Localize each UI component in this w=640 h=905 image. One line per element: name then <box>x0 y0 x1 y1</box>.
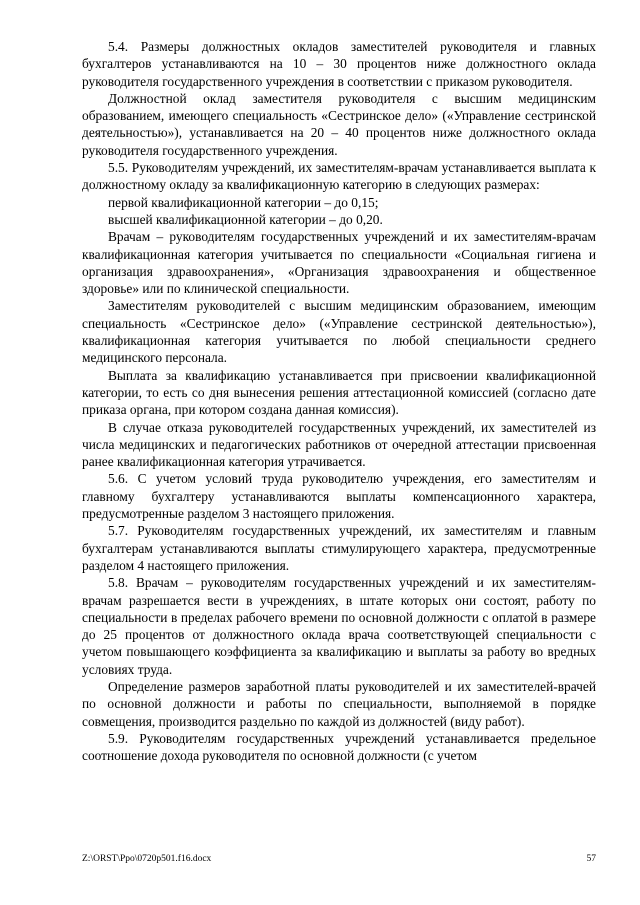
paragraph-first-category: первой квалификационной категории – до 0,15; <box>108 194 379 210</box>
paragraph-salary-determination: Определение размеров заработной платы руководителей и их заместителей-врачей по основной должности и работы по специальности, выполняемой в порядке совмещения, производится раздельно по каждой из должностей (виду работ). <box>82 678 596 729</box>
paragraph-5-6: 5.6. С учетом условий труда руководителю учреждения, его заместителям и главному бухгалтеру устанавливаются выплаты компенсационного характера, предусмотренные разделом 3 настоящего приложения. <box>82 471 596 522</box>
paragraph-attestation-refusal: В случае отказа руководителей государственных учреждений, их заместителей из числа медицинских и педагогических работников от очередной аттестации присвоенная ранее квалификационная категория утрачивается. <box>82 419 596 470</box>
paragraph-5-9: 5.9. Руководителям государственных учреждений устанавливается предельное соотношение дохода руководителя по основной должности (с учетом <box>82 730 596 764</box>
paragraph-deputy-nursing-category: Заместителям руководителей с высшим медицинским образованием, имеющим специальность «Сестринское дело» («Управление сестринской деятельностью»), квалификационная категория учитывается по любой специальности среднего медицинского персонала. <box>82 298 596 366</box>
paragraph-5-5: 5.5. Руководителям учреждений, их заместителям-врачам устанавливается выплата к должностному окладу за квалификационную категорию в следующих размерах: <box>82 160 596 193</box>
document-body <box>82 38 596 764</box>
footer-page-number: 57 <box>586 854 596 864</box>
paragraph-qualification-payment: Выплата за квалификацию устанавливается при присвоении квалификационной категории, то есть со дня вынесения решения аттестационной комиссией (согласно дате приказа органа, при котором создана данная комиссия). <box>82 367 596 418</box>
paragraph-5-4: 5.4. Размеры должностных окладов заместителей руководителя и главных бухгалтеров устанавливаются на 10 – 30 процентов ниже должностного оклада руководителя государственного учреждения в соответствии с приказом руководителя. <box>82 39 596 89</box>
paragraph-5-7: 5.7. Руководителям государственных учреждений, их заместителям и главным бухгалтерам устанавливаются выплаты стимулирующего характера, предусмотренные разделом 4 настоящего приложения. <box>82 523 596 573</box>
footer-file-path: Z:\ORST\Ppo\0720p501.f16.docx <box>82 854 212 864</box>
paragraph-highest-category: высшей квалификационной категории – до 0,20. <box>108 211 383 227</box>
paragraph-doctors-category: Врачам – руководителям государственных учреждений и их заместителям-врачам квалификационная категория учитывается по специальности «Социальная гигиена и организация здравоохранения», «Организация здравоохранения и общественное здоровье» или по клинической специальности. <box>82 229 596 297</box>
paragraph-deputy-nursing-salary: Должностной оклад заместителя руководителя с высшим медицинским образованием, имеющего специальность «Сестринское дело» («Управление сестринской деятельностью»), устанавливается на 20 – 40 процентов ниже должностного оклада руководителя государственного учреждения. <box>82 90 596 158</box>
paragraph-5-8: 5.8. Врачам – руководителям государственных учреждений и их заместителям-врачам разрешается вести в учреждениях, в штате которых они состоят, работу по специальности в пределах рабочего времени по основной должности с оплатой в размере до 25 процентов от должностного оклада врача соответствующей специальности с учетом повышающего коэффициента за квалификацию и выплаты за работу во вредных условиях труда. <box>82 575 596 677</box>
